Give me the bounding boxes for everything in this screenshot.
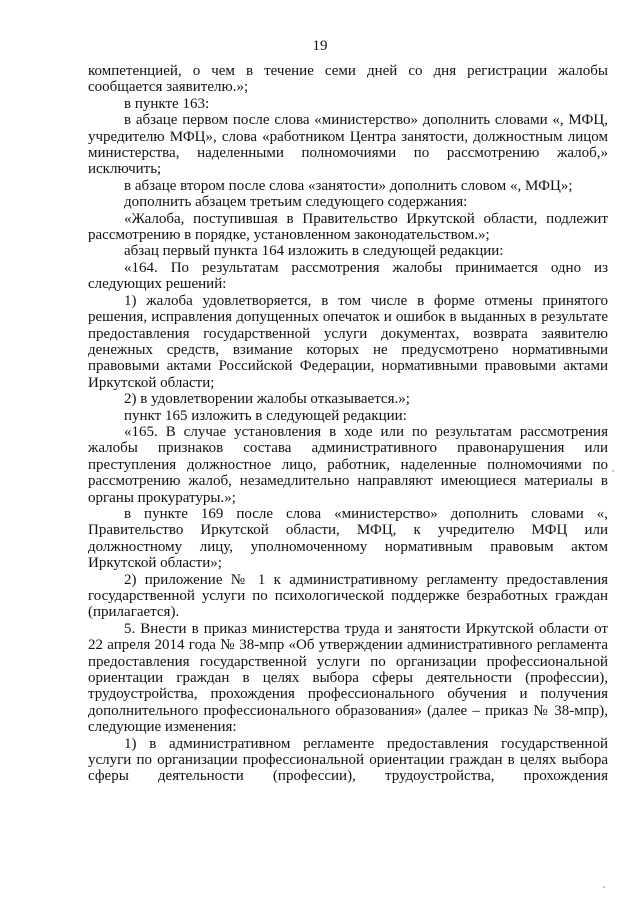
paragraph: «Жалоба, поступившая в Правительство Иркутской области, подлежит рассмотрению в порядке, установленном законодательством.»; [88,210,608,244]
page-number: 19 [312,38,328,54]
paragraph: «164. По результатам рассмотрения жалобы принимается одно из следующих решений: [88,259,608,293]
paragraph: 2) приложение № 1 к административному регламенту предоставления государственной услуги по психологической поддержке безработных граждан (прилагается). [88,571,608,621]
scan-speck [603,886,605,888]
paragraph: дополнить абзацем третьим следующего содержания: [124,194,468,211]
paragraph: пункт 165 изложить в следующей редакции: [124,407,407,424]
paragraph: в абзаце втором после слова «занятости» дополнить словом «, МФЦ»; [124,177,573,194]
paragraph: в пункте 163: [124,95,210,112]
paragraph: 2) в удовлетворении жалобы отказывается.»; [124,391,410,408]
document-body [88,63,608,785]
paragraph: абзац первый пункта 164 изложить в следующей редакции: [124,243,504,260]
paragraph: 5. Внести в приказ министерства труда и занятости Иркутской области от 22 апреля 2014 года № 38-мпр «Об утверждении административного регламента предоставления государственной услуги по организации профессиональной ориентации граждан в целях выбора сферы деятельности (профессии), трудоустройства, прохождения профессионального обучения и получения дополнительного профессионального образования» (далее – приказ № 38-мпр), следующие изменения: [88,620,608,736]
paragraph: в абзаце первом после слова «министерство» дополнить словами «, МФЦ, учредителю МФЦ», слова «работником Центра занятости, должностным лицом министерства, наделенными полномочиями по рассмотрению жалоб,» исключить; [88,112,608,178]
paragraph: в пункте 169 после слова «министерство» дополнить словами «, Правительство Иркутской области, МФЦ, к учредителю МФЦ или должностному лицу, уполномоченному нормативным правовым актом Иркутской области»; [88,505,608,572]
paragraph: «165. В случае установления в ходе или по результатам рассмотрения жалобы признаков состава административного правонарушения или преступления должностное лицо, работник, наделенные полномочиями по рассмотрению жалоб, незамедлительно направляют имеющиеся материалы в органы прокуратуры.»; [88,423,608,506]
scan-speck [612,470,614,472]
paragraph: 1) в административном регламенте предоставления государственной услуги по организации профессиональной ориентации граждан в целях выбора сферы деятельности (профессии), трудоустройства, прохождения [88,735,608,785]
paragraph: 1) жалоба удовлетворяется, в том числе в форме отмены принятого решения, исправления допущенных опечаток и ошибок в выданных в результате предоставления государственной услуги документах, возврата заявителю денежных средств, взимание которых не предусмотрено нормативными правовыми актами Российской Федерации, нормативными правовыми актами Иркутской области; [88,292,608,391]
paragraph: компетенцией, о чем в течение семи дней со дня регистрации жалобы сообщается заявителю.»; [88,63,608,96]
